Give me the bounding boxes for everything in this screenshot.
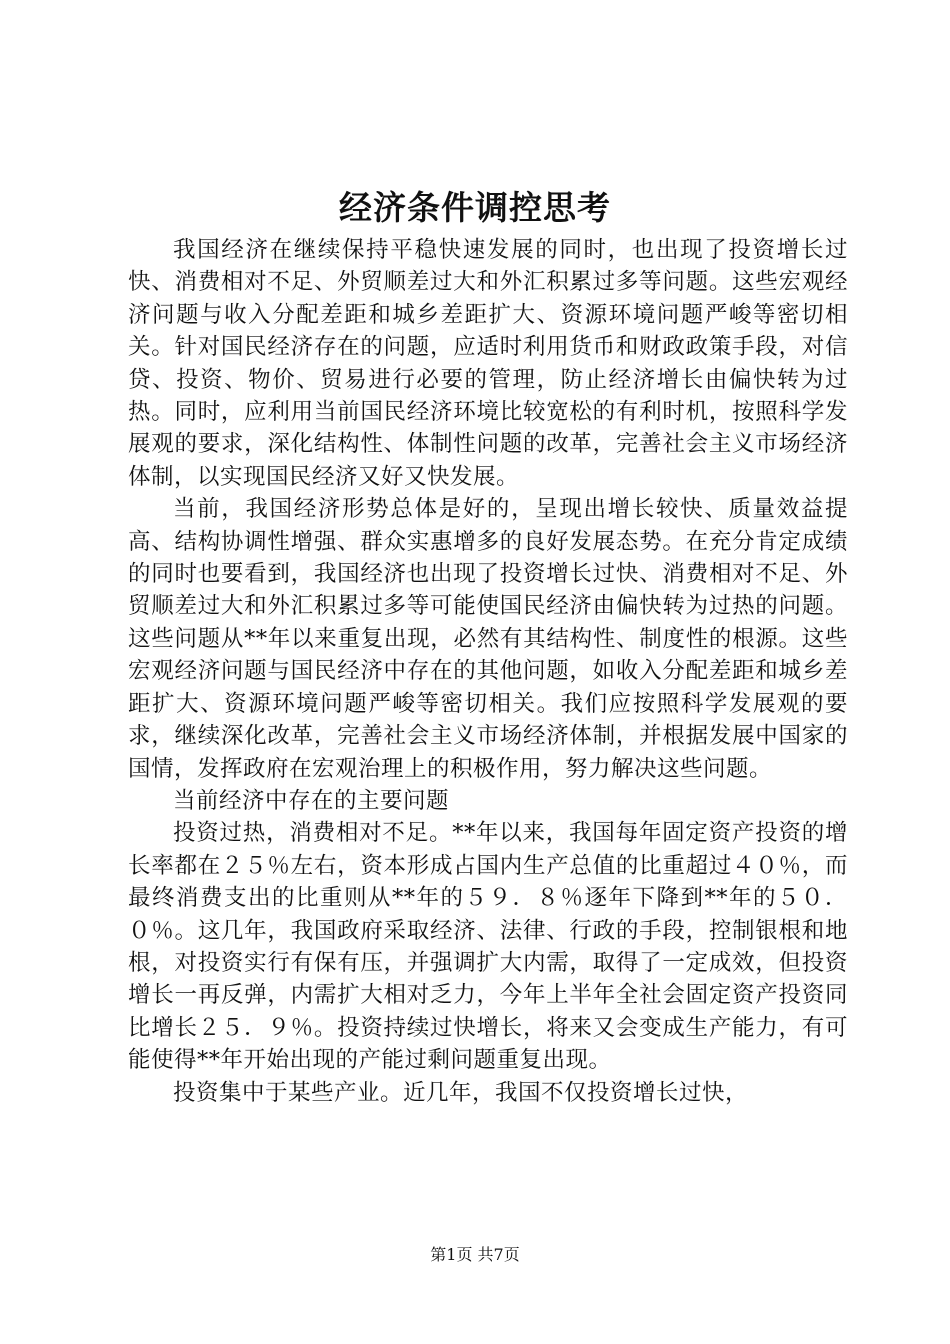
page-footer: 第1页 共7页 [430, 1245, 520, 1264]
paragraph-investment-overheating: 投资过热，消费相对不足。**年以来，我国每年固定资产投资的增长率都在２５％左右，资本形成占国内生产总值的比重超过４０％，而最终消费支出的比重则从**年的５９．８％逐年下降到**年的５０．０％。这几年，我国政府采取经济、法律、行政的手段，控制银根和地根，对投资实行有保有压，并强调扩大内需，取得了一定成效，但投资增长一再反弹，内需扩大相对乏力，今年上半年全社会固定资产投资同比增长２５．９％。投资持续过快增长，将来又会变成生产能力，有可能使得**年开始出现的产能过剩问题重复出现。 [128, 820, 848, 1074]
section-heading-main-problems: 当前经济中存在的主要问题 [173, 787, 450, 814]
paragraph-current-situation: 当前，我国经济形势总体是好的，呈现出增长较快、质量效益提高、结构协调性增强、群众实惠增多的良好发展态势。在充分肯定成绩的同时也要看到，我国经济也出现了投资增长过快、消费相对不足、外贸顺差过大和外汇积累过多等可能使国民经济由偏快转为过热的问题。这些问题从**年以来重复出现，必然有其结构性、制度性的根源。这些宏观经济问题与国民经济中存在的其他问题，如收入分配差距和城乡差距扩大、资源环境问题严峻等密切相关。我们应按照科学发展观的要求，继续深化改革，完善社会主义市场经济体制，并根据发展中国家的国情，发挥政府在宏观治理上的积极作用，努力解决这些问题。 [128, 496, 848, 782]
document-title: 经济条件调控思考 [339, 188, 611, 227]
document-body [128, 234, 848, 1109]
paragraph-investment-concentration: 投资集中于某些产业。近几年，我国不仅投资增长过快， [173, 1079, 749, 1106]
paragraph-intro: 我国经济在继续保持平稳快速发展的同时，也出现了投资增长过快、消费相对不足、外贸顺差过大和外汇积累过多等问题。这些宏观经济问题与收入分配差距和城乡差距扩大、资源环境问题严峻等密切相关。针对国民经济存在的问题，应适时利用货币和财政政策手段，对信贷、投资、物价、贸易进行必要的管理，防止经济增长由偏快转为过热。同时，应利用当前国民经济环境比较宽松的有利时机，按照科学发展观的要求，深化结构性、体制性问题的改革，完善社会主义市场经济体制，以实现国民经济又好又快发展。 [128, 237, 848, 490]
